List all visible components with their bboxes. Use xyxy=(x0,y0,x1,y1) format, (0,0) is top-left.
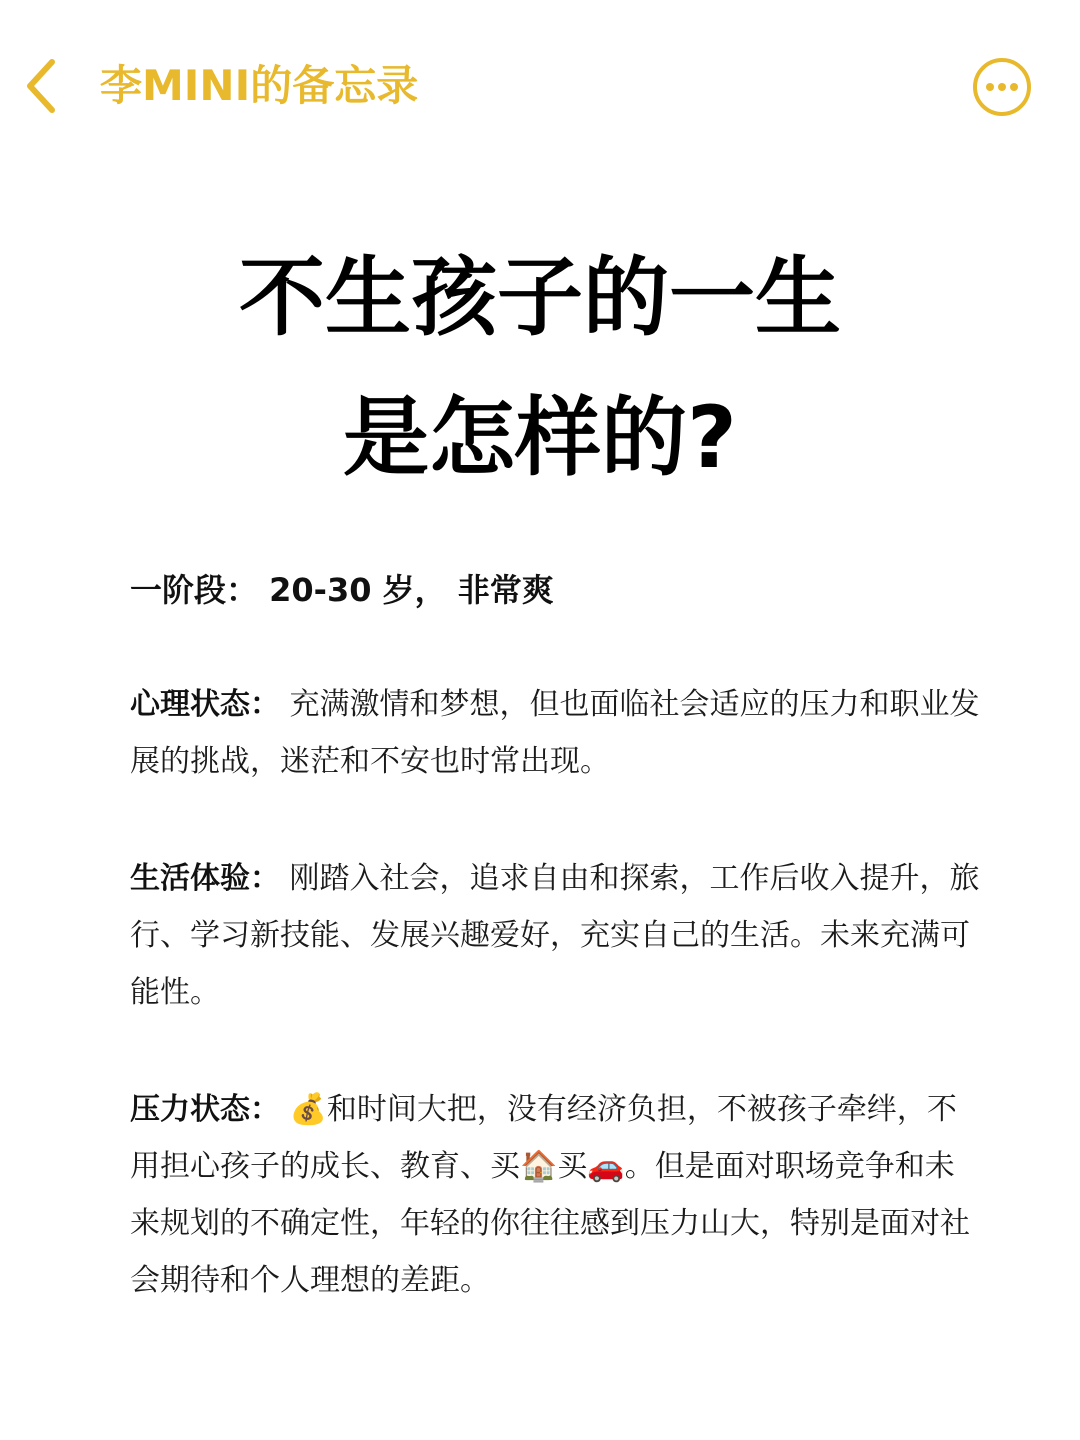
section-label: 压力状态： xyxy=(130,1092,280,1127)
more-options-button[interactable] xyxy=(972,57,1032,117)
top-bar xyxy=(0,0,1080,170)
chevron-left-icon xyxy=(14,52,70,120)
section-label: 心理状态： xyxy=(130,687,280,722)
section-life-experience xyxy=(130,850,980,1021)
section-text: 💰和时间大把，没有经济负担，不被孩子牵绊，不用担心孩子的成长、教育、买🏠买🚗。但是面对职场竞争和未来规划的不确定性，年轻的你往往感到压力山大，特别是面对社会期待和个人理想的差距。 xyxy=(130,1092,970,1298)
note-title-line-2: 是怎样的? xyxy=(343,388,737,488)
back-button[interactable] xyxy=(14,52,70,120)
section-psychology xyxy=(130,676,980,790)
stage-heading: 一阶段： 20-30 岁， 非常爽 xyxy=(130,571,554,609)
section-label: 生活体验： xyxy=(130,861,280,896)
section-text: 充满激情和梦想，但也面临社会适应的压力和职业发展的挑战，迷茫和不安也时常出现。 xyxy=(130,687,980,779)
more-horizontal-icon xyxy=(972,57,1032,117)
app-title: 李MINI的备忘录 xyxy=(100,61,419,110)
section-pressure xyxy=(130,1081,980,1309)
section-text: 刚踏入社会，追求自由和探索，工作后收入提升，旅行、学习新技能、发展兴趣爱好，充实自己的生活。未来充满可能性。 xyxy=(130,861,980,1010)
note-body xyxy=(130,568,980,1309)
note-title xyxy=(0,228,1080,508)
note-title-line-1: 不生孩子的一生 xyxy=(239,248,841,348)
